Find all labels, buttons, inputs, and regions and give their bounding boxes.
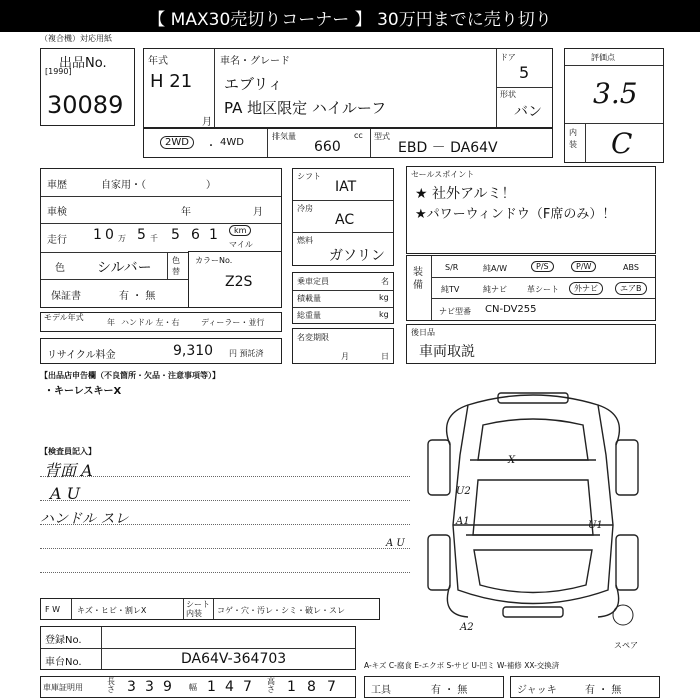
equipment-box <box>406 255 656 321</box>
len-2: 3 <box>145 679 154 695</box>
tools-label: 工具 <box>371 685 391 696</box>
year-month: 月 <box>202 117 212 128</box>
spare-label: スペア <box>614 641 638 650</box>
doors-value: 5 <box>519 63 530 82</box>
mileage-d4: 5 <box>171 227 180 243</box>
mileage-mile: マイル <box>229 240 253 249</box>
model-year-label: モデル年式 <box>44 313 84 322</box>
mileage-d1: 1 <box>93 227 102 243</box>
expiry-day: 日 <box>381 352 389 361</box>
equip-ps: P/S <box>531 261 554 272</box>
expiry-month: 月 <box>341 352 349 361</box>
displacement-value: 660 <box>314 139 341 155</box>
navi-value: CN-DV255 <box>485 304 537 315</box>
damage-mark-a1: A1 <box>456 516 470 527</box>
lot-sub: [1990] <box>45 67 72 76</box>
type-value: EBD － DA64V <box>398 140 498 156</box>
score-value: 3.5 <box>593 77 638 110</box>
registration-box <box>40 626 356 670</box>
aircon-value: AC <box>335 212 355 228</box>
sales-points-box <box>406 166 656 254</box>
equip-leather: 革シート <box>527 285 559 294</box>
inspector-label: 【検査員記入】 <box>40 447 96 456</box>
damage-mark-u2: U2 <box>456 486 471 497</box>
shape-label: 形状 <box>500 90 516 99</box>
year-value: H 21 <box>150 71 193 92</box>
displacement-unit: cc <box>354 131 363 140</box>
jack-label: ジャッキ <box>517 685 557 696</box>
damage-mark-x: X <box>508 455 516 466</box>
mileage-d2: 0 <box>105 227 114 243</box>
car-damage-diagram <box>408 385 658 635</box>
color-no-value: Z2S <box>225 274 253 290</box>
aircon-label: 冷房 <box>297 204 313 213</box>
model-year-dealer: ディーラー・並行 <box>201 318 265 327</box>
displacement-label: 排気量 <box>272 132 296 141</box>
later-items-box <box>406 324 656 364</box>
capacity-unit: 名 <box>381 277 389 286</box>
wid-label: 幅 <box>189 683 197 692</box>
car-outline <box>453 395 613 604</box>
type-label: 型式 <box>374 132 390 141</box>
top-note: （複合機）対応用紙 <box>40 34 112 43</box>
history-value: 自家用・（ ） <box>101 180 216 191</box>
drive-sep: ・ <box>206 141 216 152</box>
color-label: 色 <box>55 263 65 274</box>
later-items-value: 車両取説 <box>419 344 475 360</box>
score-box <box>564 48 664 163</box>
exhibitor-label: 【出品店申告欄（不良箇所・欠品・注意事項等）】 <box>40 371 220 380</box>
navi-label: ナビ型番 <box>439 307 471 316</box>
year-label: 年式 <box>148 56 168 67</box>
sales-point-1: ★ 社外アルミ！ <box>415 186 516 202</box>
shape-value: バン <box>514 104 542 120</box>
seat-value: コゲ・穴・汚レ・シミ・破レ・スレ <box>217 606 345 615</box>
equipment-label: 装備 <box>413 267 423 291</box>
equip-abs: ABS <box>623 263 639 272</box>
wid-3: 7 <box>243 679 252 695</box>
inspector-note-3: ハンドル スレ <box>40 511 129 527</box>
hgt-label: 高さ <box>267 677 275 694</box>
inspection-label: 車検 <box>47 207 67 218</box>
warranty-label: 保証書 <box>51 291 81 302</box>
shift-value: IAT <box>335 179 357 195</box>
wid-2: 4 <box>225 679 234 695</box>
model-year-row <box>40 312 282 332</box>
exhibitor-value: ・キーレスキーX <box>44 386 122 397</box>
len-label: 長さ <box>107 677 115 694</box>
inspection-year: 年 <box>181 207 191 218</box>
gross-unit: kg <box>379 310 389 319</box>
model-year-year: 年 <box>107 318 115 327</box>
recycle-label: リサイクル料金 <box>47 350 116 361</box>
damage-legend: A-キズ C-腐食 E-エクボ S-サビ U-凹ミ W-補修 XX-交換済 <box>364 661 560 670</box>
shift-label: シフト <box>297 172 321 181</box>
expiry-box <box>292 328 394 364</box>
registration-label: 登録No. <box>45 635 82 646</box>
lot-label: 出品No. <box>59 56 107 71</box>
history-label: 車歴 <box>47 180 67 191</box>
recycle-value: 9,310 <box>173 343 214 359</box>
lot-box <box>40 48 135 126</box>
model-name: エブリィ <box>224 75 283 93</box>
inspector-note-2: A U <box>50 484 81 503</box>
load-label: 積載量 <box>297 294 321 303</box>
mileage-sen: 千 <box>150 234 158 243</box>
len-3: 9 <box>163 679 172 695</box>
damage-mark-au: A U <box>386 538 405 549</box>
warranty-value: 有 ・ 無 <box>119 291 156 302</box>
mileage-man: 万 <box>118 234 126 243</box>
vehicle-info-box <box>143 48 553 128</box>
shift-box <box>292 168 394 266</box>
equip-airbag: エアB <box>615 282 647 295</box>
color-no-label: カラーNo. <box>195 256 233 265</box>
equip-aw: 純A/W <box>483 264 508 273</box>
color-value: シルバー <box>97 260 152 276</box>
capacity-box <box>292 272 394 324</box>
drive-2wd: 2WD <box>160 136 194 149</box>
wid-1: 1 <box>207 679 216 695</box>
interior-value: C <box>611 127 633 160</box>
banner-text: 【 MAX30売切りコーナー 】 30万円までに売り切り <box>148 10 552 30</box>
mileage-d6: 1 <box>209 227 218 243</box>
hgt-1: 1 <box>287 679 296 695</box>
mileage-label: 走行 <box>47 235 67 246</box>
name-label: 車名・グレード <box>220 56 290 67</box>
tools-box <box>364 676 504 698</box>
gross-label: 総重量 <box>297 311 321 320</box>
fuel-label: 燃料 <box>297 236 313 245</box>
color-no-box <box>188 251 282 308</box>
sales-point-2: ★パワーウィンドウ（F席のみ）！ <box>415 207 616 222</box>
model-year-handle: ハンドル 左・右 <box>121 318 180 327</box>
dimensions-row <box>40 676 356 698</box>
inspector-note-1: 背面 A <box>44 461 93 480</box>
chassis-label: 車台No. <box>45 657 82 668</box>
color-change-label: 色替 <box>172 256 180 276</box>
damage-mark-u1: U1 <box>588 520 603 531</box>
score-label: 評価点 <box>591 53 615 62</box>
mileage-d5: 6 <box>191 227 200 243</box>
capacity-label: 乗車定員 <box>297 277 329 286</box>
tools-value: 有 ・ 無 <box>431 685 468 696</box>
equip-pw: P/W <box>571 261 596 272</box>
mileage-d3: 5 <box>137 227 146 243</box>
equip-navi: 純ナビ <box>483 285 507 294</box>
len-1: 3 <box>127 679 136 695</box>
spec-row <box>143 128 553 158</box>
hgt-2: 8 <box>307 679 316 695</box>
inspection-month: 月 <box>253 207 263 218</box>
lot-number: 30089 <box>47 91 124 119</box>
equip-tv: 純TV <box>441 285 460 294</box>
drive-4wd: 4WD <box>220 137 244 148</box>
equip-sr: S/R <box>445 263 459 272</box>
equip-extnavi: 外ナビ <box>569 282 603 295</box>
hgt-3: 7 <box>327 679 336 695</box>
sales-points-label: セールスポイント <box>411 170 475 179</box>
doors-label: ドア <box>500 53 516 62</box>
grade-name: PA 地区限定 ハイルーフ <box>224 99 387 117</box>
damage-mark-a2: A2 <box>460 622 474 633</box>
mileage-km: km <box>229 225 251 236</box>
fw-label: F W <box>45 605 61 614</box>
fw-row <box>40 598 380 620</box>
header-banner <box>0 0 700 32</box>
dims-label: 車庫証明用 <box>43 683 83 692</box>
jack-box <box>510 676 660 698</box>
recycle-row <box>40 338 282 364</box>
interior-label: 内装 <box>569 128 577 149</box>
expiry-label: 名変期限 <box>297 333 329 342</box>
later-items-label: 後日品 <box>411 328 435 337</box>
fuel-value: ガソリン <box>329 248 385 264</box>
chassis-value: DA64V-364703 <box>181 651 287 667</box>
seat-label: シート内装 <box>186 600 210 618</box>
jack-value: 有 ・ 無 <box>585 685 622 696</box>
fw-value: キズ・ヒビ・割レX <box>77 606 147 615</box>
load-unit: kg <box>379 293 389 302</box>
recycle-unit: 円 預託済 <box>229 349 264 358</box>
